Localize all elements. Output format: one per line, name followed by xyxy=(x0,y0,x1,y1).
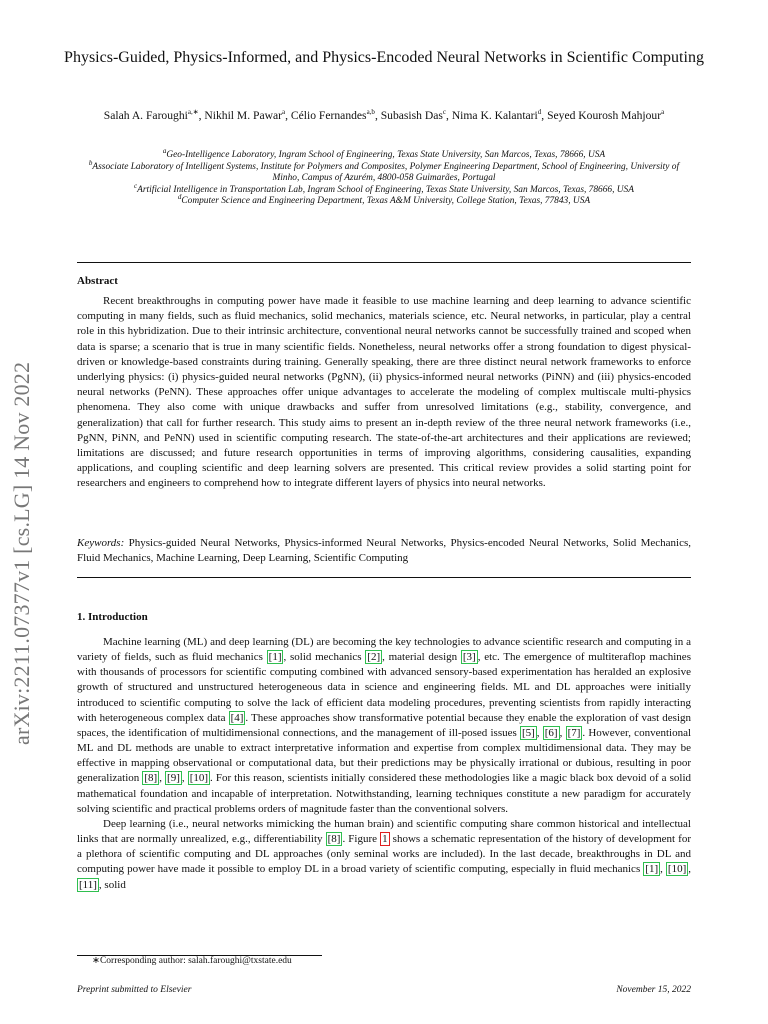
paper-title: Physics-Guided, Physics-Informed, and Physics-Encoded Neural Networks in Scientific Computing xyxy=(64,49,704,66)
preprint-note: Preprint submitted to Elsevier xyxy=(77,985,192,995)
keywords-list: Physics-guided Neural Networks, Physics-informed Neural Networks, Physics-encoded Neural Networks, Solid Mechanics, Fluid Mechanics, Machine Learning, Deep Learning, Scientific Computing xyxy=(77,537,692,565)
affiliation-item xyxy=(76,181,692,197)
figure-reference-link[interactable]: 1 xyxy=(382,833,388,846)
keywords-block xyxy=(77,536,691,567)
citation-link[interactable]: [11] xyxy=(79,878,97,891)
author-name: Célio Fernandes xyxy=(290,109,367,122)
keywords-label: Keywords: xyxy=(77,537,125,549)
paragraph-text: . For this reason, scientists initially considered these methodologies like a magic black box devoid of a solid mathematical foundation and incapable of interpretation. Notwithstanding, learning techniques constitute a new paradigm for accurately solving scientific and practical problems orders of magnitude faster than the conventional solvers. xyxy=(77,772,692,815)
affiliation-text: Geo-Intelligence Laboratory, Ingram School of Engineering, Texas State University, San Marcos, Texas, 78666, USA xyxy=(166,150,606,160)
author-affiliation-mark[interactable]: a xyxy=(282,108,286,117)
affiliation-item xyxy=(76,146,692,162)
author-name: Nikhil M. Pawar xyxy=(204,109,282,122)
affiliation-mark: c xyxy=(134,181,138,190)
citation-link[interactable]: [7] xyxy=(567,726,581,739)
affiliation-list xyxy=(76,146,692,208)
abstract-bottom-rule xyxy=(77,577,691,578)
citation-link[interactable]: [9] xyxy=(167,772,180,785)
citation-link[interactable]: [5] xyxy=(521,726,535,739)
abstract-top-rule xyxy=(77,262,691,263)
author-affiliation-mark[interactable]: a,b xyxy=(366,108,375,117)
citation-link[interactable]: [8] xyxy=(144,772,158,785)
section-heading-introduction: 1. Introduction xyxy=(77,611,148,623)
author-list: Salah A. Faroughi$^{a,∗}$, Nikhil M. Pawar$^a$, Célio Fernandes$^{a,b}$, Subasish Das$^c$, Nima K. Kalantari$^d$, Seyed Kourosh Mahjour$^a$ xyxy=(103,108,665,122)
paragraph-text: Deep learning (i.e., neural networks mimicking the human brain) and scientific computing share common historical and intellectual links that are normally unrealized, e.g., differentiability xyxy=(77,817,691,846)
paragraph-text: . These approaches show transformative potential because they enable the exploration of vast design spaces, the identification of multidimensional connections, and the management of ill-posed issues xyxy=(77,711,691,739)
author-affiliation-mark[interactable]: a xyxy=(661,108,665,117)
paragraph-text: shows a schematic representation of the history of development for a plethora of scientific computing and DL approaches (only seminal works are included). In the last decade, breakthroughs in DL and computing power have made it possible to employ DL in a broad variety of scientific computing, especially in fluid mechanics xyxy=(77,833,692,876)
citation-link[interactable]: [3] xyxy=(462,651,476,664)
citation-link[interactable]: [2] xyxy=(367,651,381,664)
arxiv-identifier-stamp[interactable]: arXiv:2211.07377v1 [cs.LG] 14 Nov 2022 xyxy=(9,361,34,745)
author-affiliation-mark[interactable]: a,∗ xyxy=(187,108,199,117)
abstract-text: Recent breakthroughs in computing power have made it feasible to use machine learning and deep learning to advance scientific computing in many fields, such as fluid mechanics, solid mechanics, materials science, etc. Neural networks, in particular, play a central role in this hybridization. Due to their intrinsic architecture, conventional neural networks cannot be successfully trained and scoped when data is sparse; a scenario that is true in many scientific fields. Nonetheless, neural networks offer a strong foundation to digest physical-driven or knowledge-based constraints during training. Generally speaking, there are three distinct neural network frameworks to enforce underlying physics: (i) physics-guided neural networks (PgNN), (ii) physics-informed neural networks (PiNN) and (iii) physics-encoded neural networks (PeNN). These approaches offer unique advantages to accelerate the modeling of complex multiscale multi-physics phenomena. They also come with unique drawbacks and suffer from unresolved limitations (e.g., stability, convergence, and generalization) that call for further research. This study aims to present an in-depth review of the three neural network frameworks (i.e., PgNN, PiNN, and PeNN) used in scientific computing research. The state-of-the-art architectures and their applications are reviewed; limitations are discussed; and future research opportunities in terms of improving algorithms, considering causalities, expanding applications, and coupling scientific and deep learning solvers are presented. This critical review provides a solid starting point for researchers and engineers to comprehend how to integrate different layers of physics into neural networks. xyxy=(77,295,691,490)
paragraph-text: Machine learning (ML) and deep learning (DL) are becoming the key technologies to advance scientific research and computing in a variety of fields, such as fluid mechanics xyxy=(77,636,691,664)
paragraph-text: , solid xyxy=(98,878,126,891)
citation-link[interactable]: [4] xyxy=(230,711,244,724)
author-name: Seyed Kourosh Mahjour xyxy=(547,109,662,122)
affiliation-mark: b xyxy=(88,158,93,167)
paragraph: Machine learning (ML) and deep learning (DL) are becoming the key technologies to advance scientific research and computing in a variety of fields, such as fluid mechanics [1] , solid mechanics [2] , material design [3] , etc. The emergence of multiteraflop machines with thousands of processors for scientific computing combined with advanced sensory-based experimentation has heralded an explosive growth of structured and unstructured heterogeneous data in science and engineering fields. ML and DL approaches were initially introduced to scientific computing to solve the lack of efficient data modeling procedures, preventing scientists from rapidly interacting with heterogeneous complex data [4] . These approaches show transformative potential because they enable the exploration of vast design spaces, the identification of multidimensional connections, and the management of ill-posed issues [5] , [6] , [7] . However, conventional ML and DL methods are unable to extract interpretative information and expertise from complex multidimensional data. They may be effective in mapping observational or computational data, but their predictions may be physically irrational or dubious, resulting in poor generalization [8] , [9] , [10] . For this reason, scientists initially considered these methodologies like a magic black box devoid of a solid mathematical foundation and incapable of interpretation. Notwithstanding, learning techniques constitute a new paradigm for accurately solving scientific and practical problems orders of magnitude faster than the conventional solvers. xyxy=(77,636,692,815)
affiliation-item xyxy=(76,193,692,208)
citation-link[interactable]: [6] xyxy=(544,726,558,739)
author-name: Nima K. Kalantari xyxy=(451,109,538,122)
author-affiliation-mark[interactable]: d xyxy=(537,108,542,117)
affiliation-mark: a xyxy=(162,146,167,155)
introduction-body xyxy=(77,635,691,893)
affiliation-text: Computer Science and Engineering Department, Texas A&M University, College Station, Texas, 77843, USA xyxy=(181,196,591,207)
submission-date: November 15, 2022 xyxy=(616,985,691,995)
abstract-heading: Abstract xyxy=(77,275,118,287)
citation-link[interactable]: [10] xyxy=(667,863,687,876)
affiliation-item xyxy=(76,158,692,185)
affiliation-mark: d xyxy=(177,193,182,202)
paragraph-text: . Figure xyxy=(342,833,381,846)
affiliation-text: Associate Laboratory of Intelligent Systems, Institute for Polymers and Composites, Polymer Engineering Department, School of Engineering, University of Minho, Campus of Azurém, 4800-058 Guimarães, Portugal xyxy=(92,161,680,184)
paragraph-text: , material design xyxy=(382,651,461,664)
citation-link[interactable]: [1] xyxy=(268,651,282,664)
paragraph-text: . However, conventional ML and DL methods are unable to extract interpretative information and expertise from complex multidimensional data. They may be effective in mapping observational or computational data, but their predictions may be physically irrational or dubious, resulting in poor generalization xyxy=(77,726,692,785)
author-affiliation-mark[interactable]: c xyxy=(442,108,447,117)
paragraph-text: , solid mechanics xyxy=(283,651,366,664)
paragraph-text: , etc. The emergence of multiteraflop machines with thousands of processors for scientific computing combined with advanced sensory-based experimentation has heralded an explosive growth of structured and unstructured heterogeneous data in science and engineering fields. ML and DL approaches were initially introduced to scientific computing to solve the lack of efficient data modeling procedures, preventing scientists from rapidly interacting with heterogeneous complex data xyxy=(77,651,691,724)
citation-link[interactable]: [8] xyxy=(327,833,341,846)
author-name: Subasish Das xyxy=(380,109,443,122)
citation-link[interactable]: [1] xyxy=(645,863,659,876)
corresponding-author-footnote: ∗Corresponding author: salah.faroughi@txstate.edu xyxy=(92,956,292,966)
author-name: Salah A. Faroughi xyxy=(103,109,188,122)
affiliation-text: Artificial Intelligence in Transportation Lab, Ingram School of Engineering, Texas State University, San Marcos, Texas, 78666, USA xyxy=(137,184,634,195)
paragraph: Deep learning (i.e., neural networks mimicking the human brain) and scientific computing share common historical and intellectual links that are normally unrealized, e.g., differentiability [8] . Figure 1 shows a schematic representation of the history of development for a plethora of scientific computing and DL approaches (only seminal works are included). In the last decade, breakthroughs in DL and computing power have made it possible to employ DL in a broad variety of scientific computing, especially in fluid mechanics [1] , [10] , [11] , solid xyxy=(77,817,692,891)
citation-link[interactable]: [10] xyxy=(189,772,209,785)
